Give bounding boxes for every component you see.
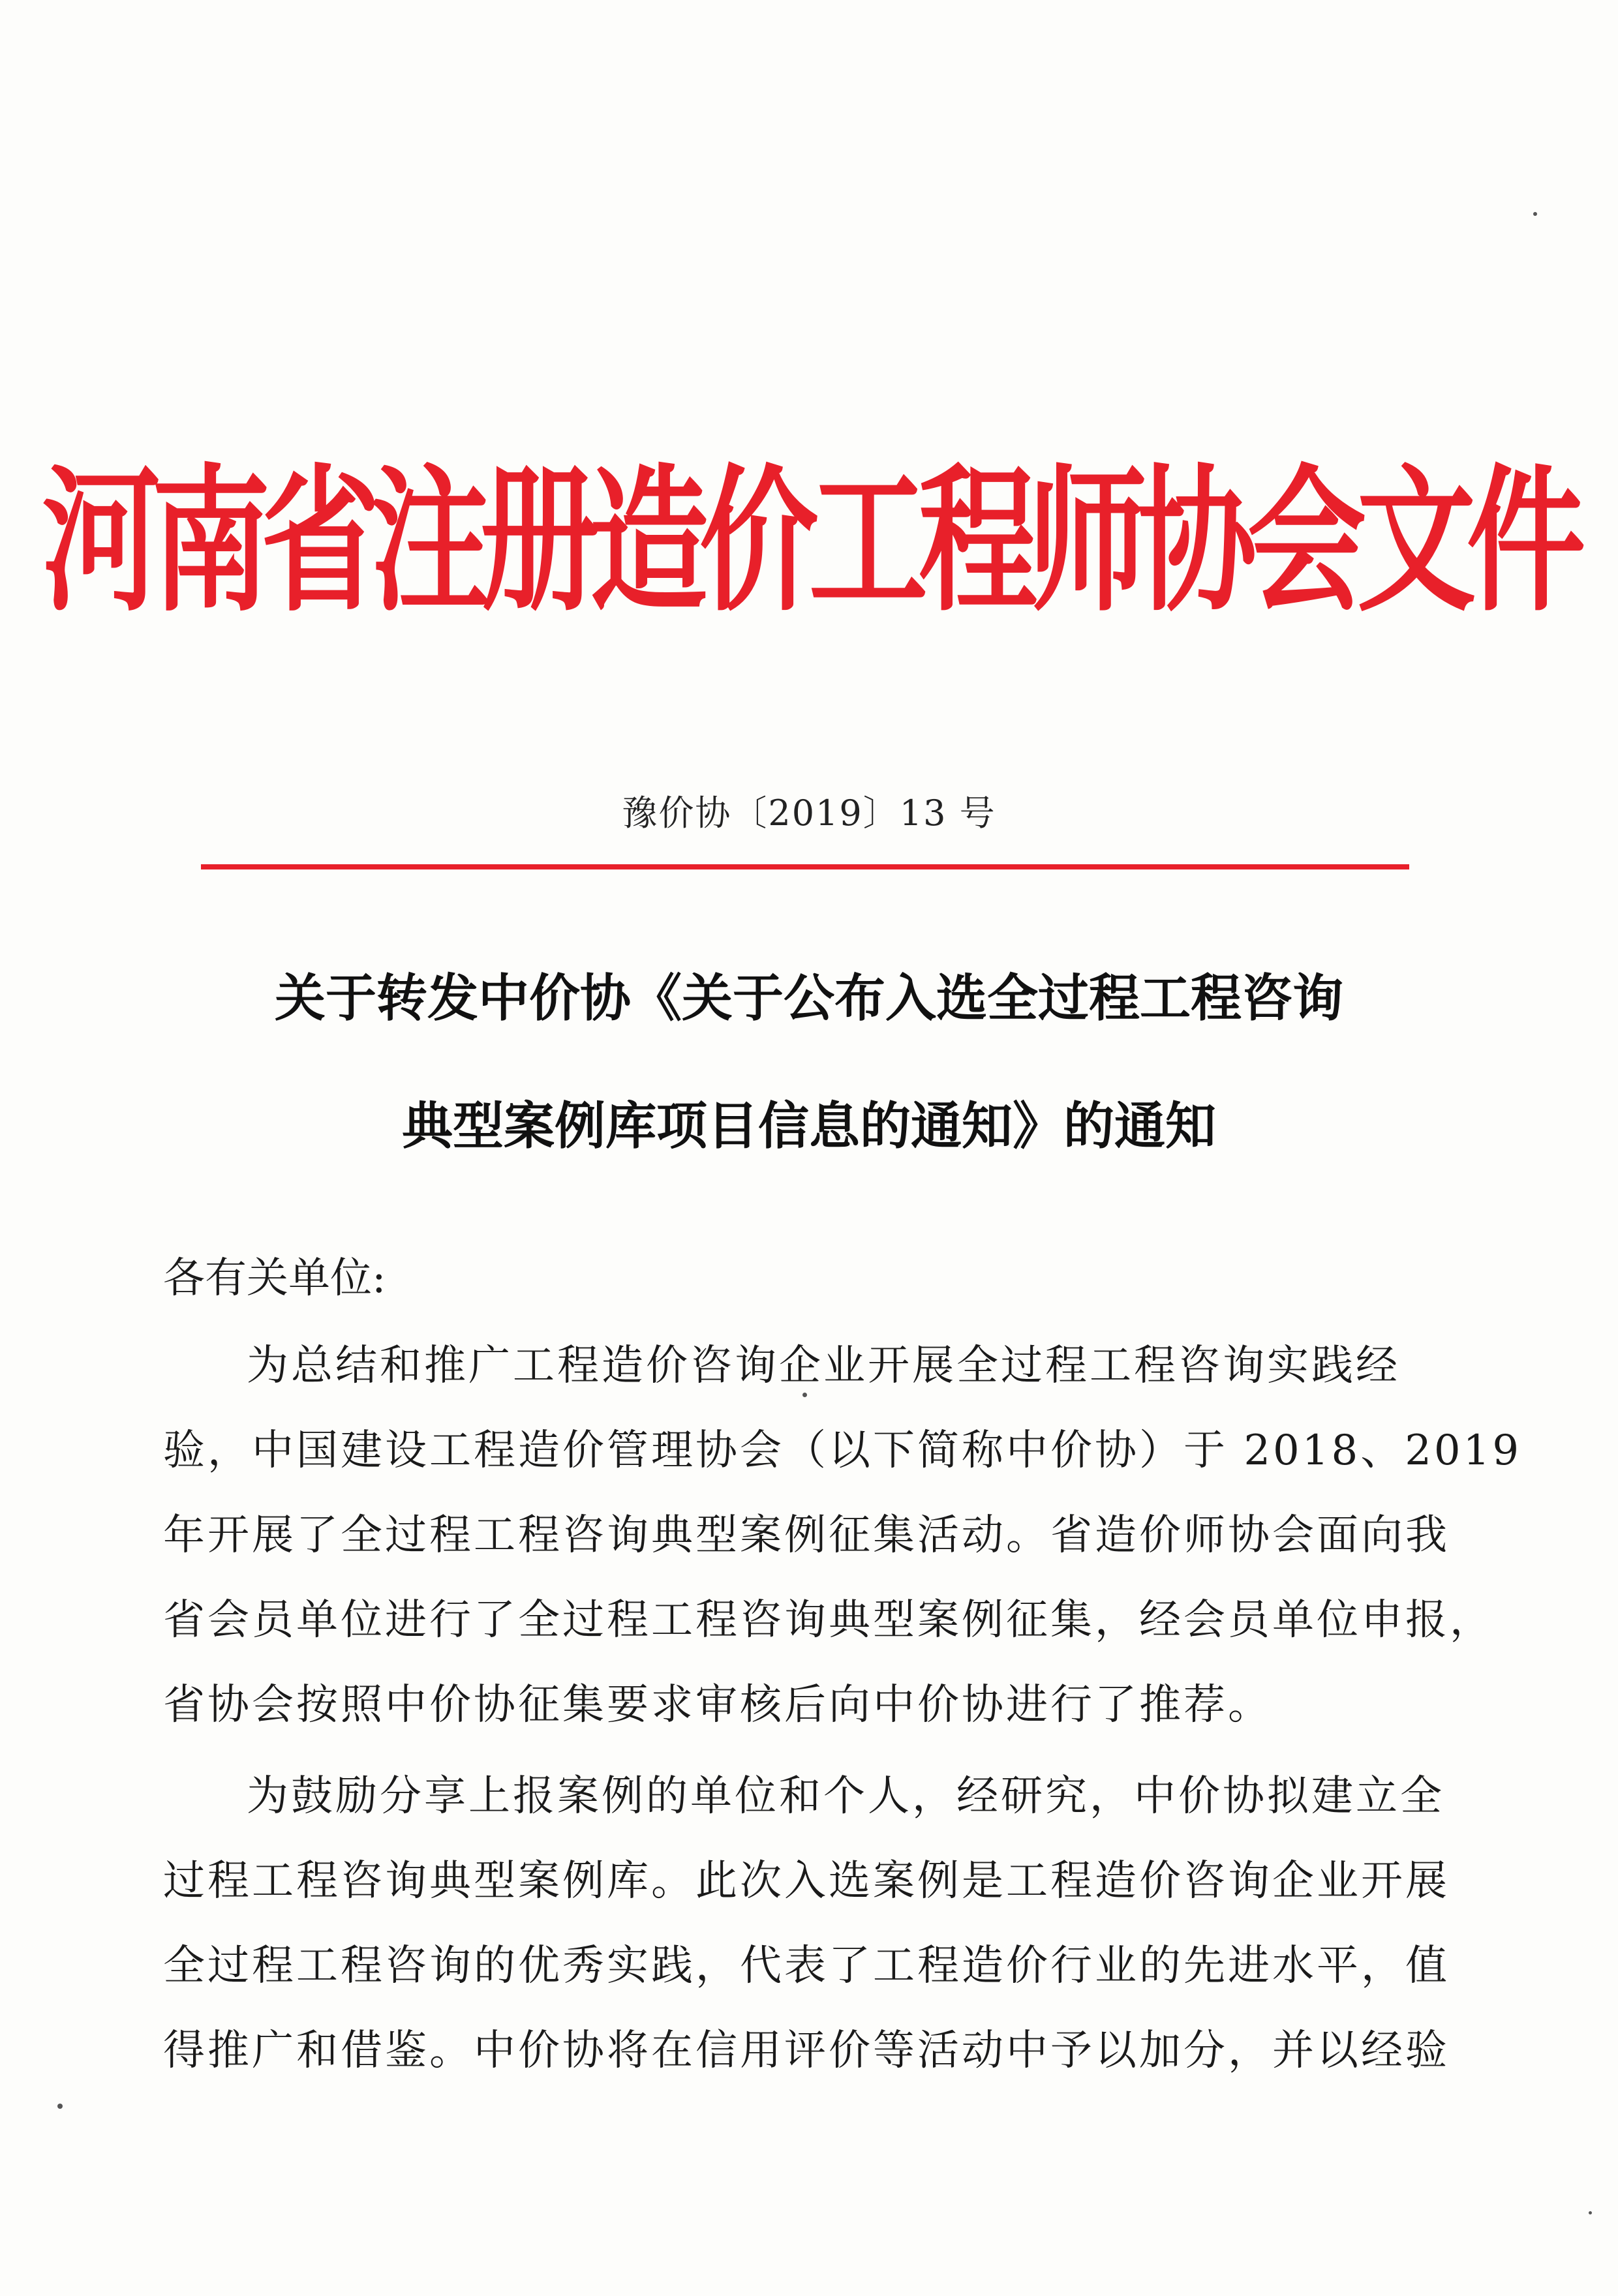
scan-speck — [1533, 212, 1537, 216]
body-line: 省会员单位进行了全过程工程咨询典型案例征集，经会员单位申报， — [163, 1596, 1494, 1644]
scan-speck — [802, 1393, 807, 1397]
masthead-title: 河南省注册造价工程师协会文件 — [42, 450, 1576, 633]
red-divider-line — [201, 864, 1409, 869]
body-line: 省协会按照中价协征集要求审核后向中价协进行了推荐。 — [163, 1681, 1272, 1729]
notice-title-line-2: 典型案例库项目信息的通知》的通知 — [401, 1097, 1216, 1156]
body-line: 年开展了全过程工程咨询典型案例征集活动。省造价师协会面向我 — [163, 1511, 1450, 1560]
body-line: 为总结和推广工程造价咨询企业开展全过程工程咨询实践经 — [247, 1342, 1400, 1390]
body-line: 得推广和借鉴。中价协将在信用评价等活动中予以加分，并以经验 — [163, 2027, 1450, 2075]
body-line: 验，中国建设工程造价管理协会（以下简称中价协）于 2018、2019 — [163, 1427, 1522, 1475]
scan-speck — [1589, 2211, 1592, 2214]
document-number: 豫价协〔2019〕13 号 — [622, 793, 996, 834]
notice-title-line-1: 关于转发中价协《关于公布入选全过程工程咨询 — [274, 969, 1343, 1028]
red-masthead — [42, 430, 1576, 652]
salutation: 各有关单位: — [163, 1254, 386, 1303]
body-line: 全过程工程咨询的优秀实践，代表了工程造价行业的先进水平，值 — [163, 1942, 1450, 1990]
body-line: 为鼓励分享上报案例的单位和个人，经研究，中价协拟建立全 — [247, 1772, 1444, 1820]
body-line: 过程工程咨询典型案例库。此次入选案例是工程造价咨询企业开展 — [163, 1857, 1450, 1905]
scan-speck — [57, 2104, 63, 2109]
